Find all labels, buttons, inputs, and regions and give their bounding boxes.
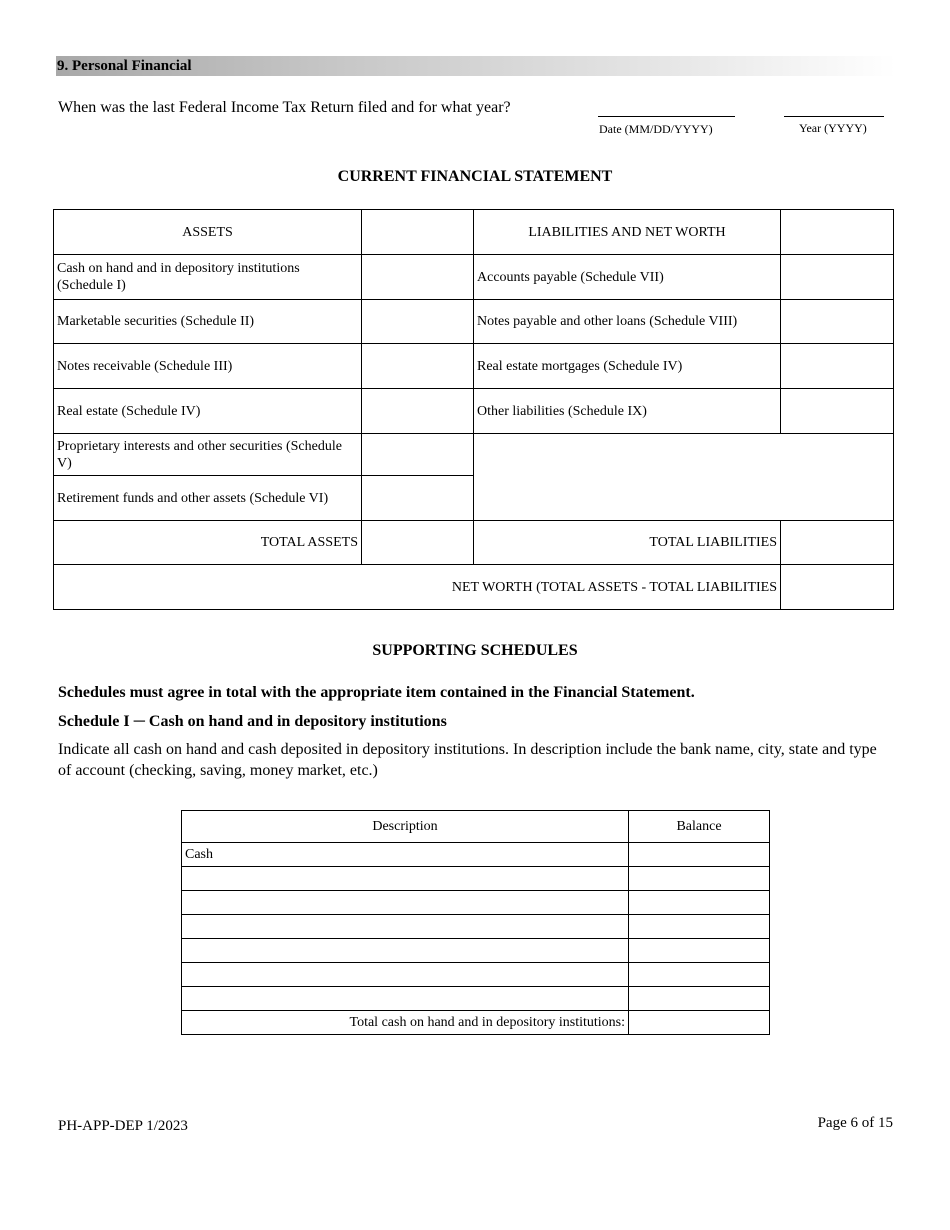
table-row xyxy=(182,891,770,915)
description-cell: Cash xyxy=(182,843,629,867)
net-worth-input[interactable] xyxy=(781,565,894,610)
financial-statement-table xyxy=(53,209,894,610)
description-header: Description xyxy=(182,811,629,843)
liability-label: Other liabilities (Schedule IX) xyxy=(474,389,781,434)
asset-amount-input[interactable] xyxy=(362,434,474,476)
table-row xyxy=(54,300,894,344)
balance-header: Balance xyxy=(629,811,770,843)
liability-amount-input[interactable] xyxy=(781,344,894,389)
table-row xyxy=(54,521,894,565)
table-row xyxy=(182,939,770,963)
total-liabilities-input[interactable] xyxy=(781,521,894,565)
date-filed-label: Date (MM/DD/YYYY) xyxy=(599,122,713,136)
liabilities-header-amount-cell xyxy=(781,210,894,255)
schedules-note: Schedules must agree in total with the appropriate item contained in the Financial Statement. xyxy=(58,684,695,701)
table-row xyxy=(182,843,770,867)
table-row xyxy=(182,963,770,987)
description-input[interactable] xyxy=(182,963,629,987)
assets-header: ASSETS xyxy=(54,210,362,255)
table-row xyxy=(54,255,894,300)
balance-input[interactable] xyxy=(629,843,770,867)
total-liabilities-label: TOTAL LIABILITIES xyxy=(474,521,781,565)
description-input[interactable] xyxy=(182,891,629,915)
asset-amount-input[interactable] xyxy=(362,389,474,434)
schedule-1-title: Schedule I ─ Cash on hand and in depository institutions xyxy=(58,713,447,730)
section-header xyxy=(56,56,896,76)
total-cash-label: Total cash on hand and in depository institutions: xyxy=(182,1011,629,1035)
asset-amount-input[interactable] xyxy=(362,300,474,344)
tax-year-field[interactable] xyxy=(784,116,884,117)
table-row xyxy=(182,987,770,1011)
tax-question: When was the last Federal Income Tax Return filed and for what year? xyxy=(58,99,511,116)
asset-label: Real estate (Schedule IV) xyxy=(54,389,362,434)
asset-label: Notes receivable (Schedule III) xyxy=(54,344,362,389)
liabilities-header: LIABILITIES AND NET WORTH xyxy=(474,210,781,255)
liability-amount-input[interactable] xyxy=(781,389,894,434)
table-row xyxy=(54,565,894,610)
tax-year-label: Year (YYYY) xyxy=(799,121,867,135)
liability-label: Notes payable and other loans (Schedule VIII) xyxy=(474,300,781,344)
table-row xyxy=(182,1011,770,1035)
total-assets-label: TOTAL ASSETS xyxy=(54,521,362,565)
balance-input[interactable] xyxy=(629,891,770,915)
balance-input[interactable] xyxy=(629,915,770,939)
form-id: PH-APP-DEP 1/2023 xyxy=(58,1118,188,1134)
total-assets-input[interactable] xyxy=(362,521,474,565)
asset-label: Retirement funds and other assets (Schedule VI) xyxy=(54,476,362,521)
table-row xyxy=(54,389,894,434)
asset-amount-input[interactable] xyxy=(362,344,474,389)
liability-label: Real estate mortgages (Schedule IV) xyxy=(474,344,781,389)
page-number: Page 6 of 15 xyxy=(817,1115,893,1131)
table-row xyxy=(54,210,894,255)
table-row xyxy=(54,344,894,389)
liability-amount-input[interactable] xyxy=(781,300,894,344)
schedule-1-table xyxy=(181,810,770,1035)
supporting-schedules-title: SUPPORTING SCHEDULES xyxy=(372,642,578,659)
table-row xyxy=(54,434,894,476)
total-cash-input[interactable] xyxy=(629,1011,770,1035)
liabilities-blank-area xyxy=(474,434,894,521)
table-row xyxy=(182,915,770,939)
asset-label: Cash on hand and in depository institutions (Schedule I) xyxy=(54,255,362,300)
net-worth-label: NET WORTH (TOTAL ASSETS - TOTAL LIABILITIES xyxy=(54,565,781,610)
description-input[interactable] xyxy=(182,867,629,891)
statement-title: CURRENT FINANCIAL STATEMENT xyxy=(337,168,613,185)
balance-input[interactable] xyxy=(629,867,770,891)
schedule-1-instructions: Indicate all cash on hand and cash deposited in depository institutions. In description include the bank name, city, state and type of account (checking, saving, money market, etc.) xyxy=(58,741,877,779)
liability-amount-input[interactable] xyxy=(781,255,894,300)
assets-header-amount-cell xyxy=(362,210,474,255)
date-filed-field[interactable] xyxy=(598,116,735,117)
balance-input[interactable] xyxy=(629,939,770,963)
asset-amount-input[interactable] xyxy=(362,476,474,521)
asset-label: Proprietary interests and other securities (Schedule V) xyxy=(54,434,362,476)
section-title: 9. Personal Financial xyxy=(57,58,192,74)
liability-label: Accounts payable (Schedule VII) xyxy=(474,255,781,300)
balance-input[interactable] xyxy=(629,963,770,987)
description-input[interactable] xyxy=(182,987,629,1011)
asset-label: Marketable securities (Schedule II) xyxy=(54,300,362,344)
description-input[interactable] xyxy=(182,915,629,939)
table-row xyxy=(182,811,770,843)
table-row xyxy=(182,867,770,891)
description-input[interactable] xyxy=(182,939,629,963)
balance-input[interactable] xyxy=(629,987,770,1011)
asset-amount-input[interactable] xyxy=(362,255,474,300)
